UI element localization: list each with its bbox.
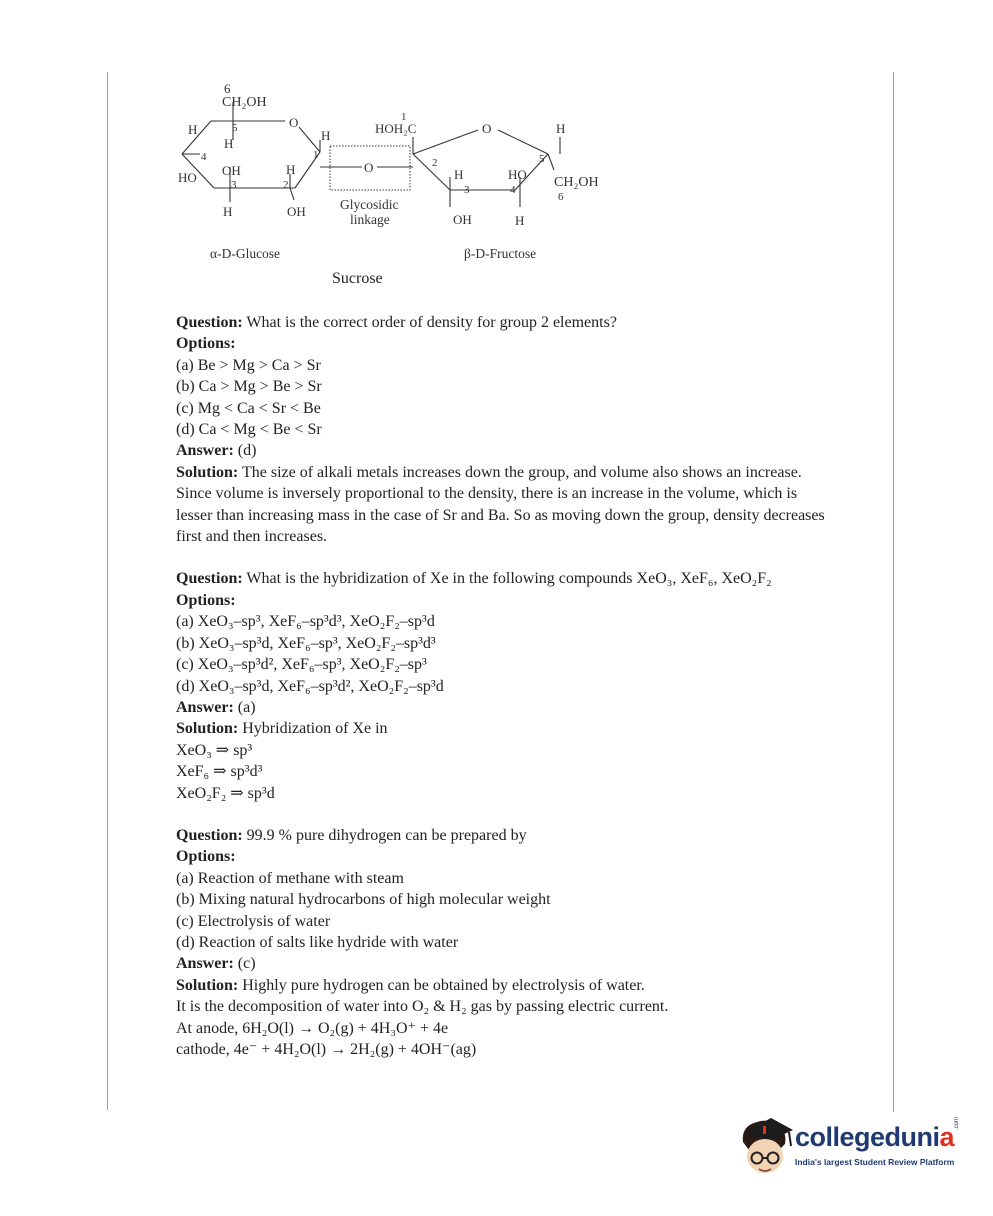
question-line [176,568,836,589]
option-a: (a) Be > Mg > Ca > Sr [176,356,321,374]
h-bottom: H [223,204,233,219]
f-c3-number: 3 [464,184,470,196]
answer-line [176,440,836,461]
left-margin-rule [107,72,108,1110]
option-d: (d) Reaction of salts like hydride with water [176,933,459,951]
option-c: (c) XeO₃–sp³d², XeF₆–sp³, XeO₂F₂–sp³ [176,656,427,674]
solution-line [176,975,836,996]
glucose-caption: α-D-Glucose [210,246,281,261]
glycosidic-label-1: Glycosidic [340,197,399,212]
option-c: (c) Mg < Ca < Sr < Be [176,399,321,417]
question-label: Question: [176,570,243,588]
h-anomeric: H [321,128,331,143]
c4-number: 4 [201,151,207,163]
solution-xef6: XeF₆ ⇒ sp³d³ [176,763,263,781]
f-h-top: H [556,121,566,136]
c5-number: 5 [232,122,238,134]
c2-number: 2 [283,179,289,191]
option-b: (b) Ca > Mg > Be > Sr [176,378,322,396]
solution-text: Highly pure hydrogen can be obtained by electrolysis of water. [238,976,645,994]
option-b: (b) Mixing natural hydrocarbons of high molecular weight [176,891,551,909]
c6-number: 6 [224,81,231,96]
question-block-2 [176,568,836,803]
solution-text: The size of alkali metals increases down the group, and volume also shows an increase. Since volume is inversely proportional to the density, there is an increase in the volume, which is lesser than increasing mass in the case of Sr and Ba. So as moving down the group, density decreases first and then increases. [176,463,825,546]
solution-line [176,718,836,739]
answer-line [176,953,836,974]
brand-tagline: India's largest Student Review Platform [795,1157,955,1167]
collegedunia-logo[interactable] [735,1112,965,1187]
answer-label: Answer: [176,442,234,460]
answer-value: (d) [233,442,257,460]
solution-cathode: cathode, 4e⁻ + 4H₂O(l) → 2H₂(g) + 4OH⁻(ag) [176,1041,477,1058]
c1-number: 1 [313,149,319,161]
option-a: (a) Reaction of methane with steam [176,869,404,887]
option-b: (b) XeO₃–sp³d, XeF₆–sp³, XeO₂F₂–sp³d³ [176,634,436,652]
oh4: OH [222,163,241,178]
hoh2c: HOH₂C [375,121,417,136]
solution-xeo3: XeO₃ ⇒ sp³ [176,741,253,759]
f-ch2oh: CH₂OH [554,175,599,190]
ch2oh-top: CH₂OH [222,95,267,110]
sucrose-structure-figure [170,82,610,292]
option-a: (a) XeO₃–sp³, XeF₆–sp³d³, XeO₂F₂–sp³d [176,613,435,631]
f-h3: H [454,167,464,182]
f-c2-number: 2 [432,157,438,169]
question-line [176,312,836,333]
fructose-caption: β-D-Fructose [464,246,537,261]
options-heading: Options: [176,335,236,353]
ring-oxygen: O [289,115,299,130]
h5: H [224,136,234,151]
question-block-3 [176,825,836,1060]
f-c5-number: 5 [539,153,545,165]
solution-text: Hybridization of Xe in [238,720,388,738]
question-label: Question: [176,826,243,844]
option-c: (c) Electrolysis of water [176,912,331,930]
right-margin-rule [893,72,894,1112]
mascot-icon [735,1112,795,1184]
figure-title: Sucrose [332,270,383,287]
solution-label: Solution: [176,720,239,738]
solution-label: Solution: [176,976,239,994]
answer-value: (a) [233,698,256,716]
solution-paragraph [176,462,836,548]
h-left: H [188,122,198,137]
answer-value: (c) [233,955,256,973]
option-d: (d) XeO₃–sp³d, XeF₆–sp³d², XeO₂F₂–sp³d [176,677,444,695]
f-h-bottom: H [515,213,525,228]
brand-dotcom: .com [954,1116,960,1130]
solution-anode: At anode, 6H₂O(l) → O₂(g) + 4H₃O⁺ + 4e [176,1019,449,1037]
answer-label: Answer: [176,698,234,716]
question-block-1 [176,312,836,547]
option-d: (d) Ca < Mg < Be < Sr [176,421,322,439]
question-label: Question: [176,314,243,331]
solution-decomposition: It is the decomposition of water into O₂ & H₂ gas by passing electric current. [176,998,669,1016]
oh-bottom: OH [287,204,306,219]
glycosidic-label-2: linkage [350,212,390,227]
question-content [176,312,836,1081]
question-line [176,825,836,846]
question-text: What is the hybridization of Xe in the following compounds XeO₃, XeF₆, XeO₂F₂ [242,570,772,588]
brand-wordmark: collegedunia [795,1122,955,1152]
options-heading: Options: [176,848,236,866]
c3-number: 3 [231,179,237,191]
f-oh-bottom: OH [453,212,472,227]
f-c4-number: 4 [510,184,516,196]
solution-label: Solution: [176,463,239,481]
linkage-oxygen: O [364,160,374,175]
f-ho4: HO [508,167,527,182]
solution-xeo2f2: XeO₂F₂ ⇒ sp³d [176,784,275,802]
f-ring-oxygen: O [482,121,492,136]
h-c2: H [286,162,296,177]
answer-label: Answer: [176,955,234,973]
f-c6-number: 6 [558,191,564,203]
question-text: What is the correct order of density for group 2 elements? [242,314,617,331]
f-c1-number: 1 [401,111,407,123]
answer-line [176,697,836,718]
question-text: 99.9 % pure dihydrogen can be prepared by [242,826,527,844]
ho-left: HO [178,170,197,185]
options-heading: Options: [176,591,236,609]
